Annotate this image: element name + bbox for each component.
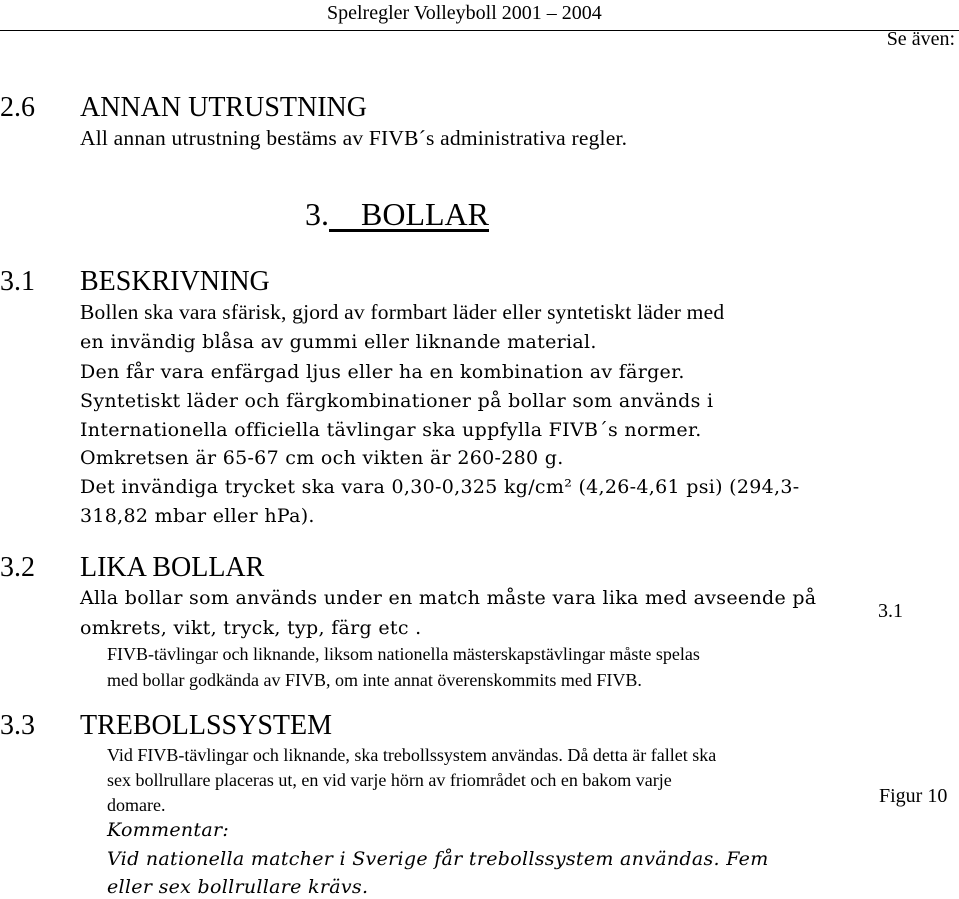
section-3-3-title: TREBOLLSSYSTEM [80,710,333,741]
section-3-1-line: Internationella officiella tävlingar ska uppfylla FIVB´s normer. [80,419,702,441]
section-3-2-title: LIKA BOLLAR [80,552,265,583]
section-3-1-line: Den får vara enfärgad ljus eller ha en kombination av färger. [80,361,685,383]
section-3-2-number: 3.2 [0,552,35,583]
section-2-6-title: ANNAN UTRUSTNING [80,92,367,123]
section-3-1-line: Bollen ska vara sfärisk, gjord av formbart läder eller syntetiskt läder med [80,300,725,324]
section-3-1-line: en invändig blåsa av gummi eller liknande material. [80,331,597,353]
section-3-3-small-line: sex bollrullare placeras ut, en vid varje hörn av friområdet och en bakom varje [107,770,672,790]
section-3-2-small-line: FIVB-tävlingar och liknande, liksom nationella mästerskapstävlingar måste spelas [107,644,700,664]
margin-reference: 3.1 [878,600,903,622]
comment-label: Kommentar: [107,819,230,841]
section-3-3-number: 3.3 [0,710,35,741]
section-3-2-small-line: med bollar godkända av FIVB, om inte annat överenskommits med FIVB. [107,670,642,690]
comment-line: Vid nationella matcher i Sverige får trebollssystem användas. Fem [107,848,769,870]
section-3-3-small-line: domare. [107,795,166,815]
comment-line: eller sex bollrullare krävs. [107,876,369,898]
chapter-title: BOLLAR [361,196,489,232]
section-3-1-number: 3.1 [0,266,35,297]
header-rule [0,30,959,31]
section-2-6-number: 2.6 [0,92,35,123]
section-3-3-small-line: Vid FIVB-tävlingar och liknande, ska trebollssystem användas. Då detta är fallet ska [107,745,717,765]
chapter-heading [305,196,489,233]
running-header-title: Spelregler Volleyboll 2001 – 2004 [327,2,602,24]
see-also-label: Se även: [886,28,955,50]
section-3-2-line: Alla bollar som används under en match måste vara lika med avseende på [80,587,817,609]
section-3-1-line: Syntetiskt läder och färgkombinationer på bollar som används i [80,390,714,412]
section-3-1-line: 318,82 mbar eller hPa). [80,505,315,527]
section-3-1-line: Det invändiga trycket ska vara 0,30-0,325 kg/cm² (4,26-4,61 psi) (294,3- [80,476,800,498]
section-3-1-title: BESKRIVNING [80,266,270,297]
section-3-1-line: Omkretsen är 65-67 cm och vikten är 260-280 g. [80,447,564,469]
figure-reference: Figur 10 [879,785,948,807]
chapter-number: 3. [305,196,329,232]
section-2-6-text: All annan utrustning bestäms av FIVB´s administrativa regler. [80,126,628,150]
section-3-2-line: omkrets, vikt, tryck, typ, färg etc . [80,617,422,639]
